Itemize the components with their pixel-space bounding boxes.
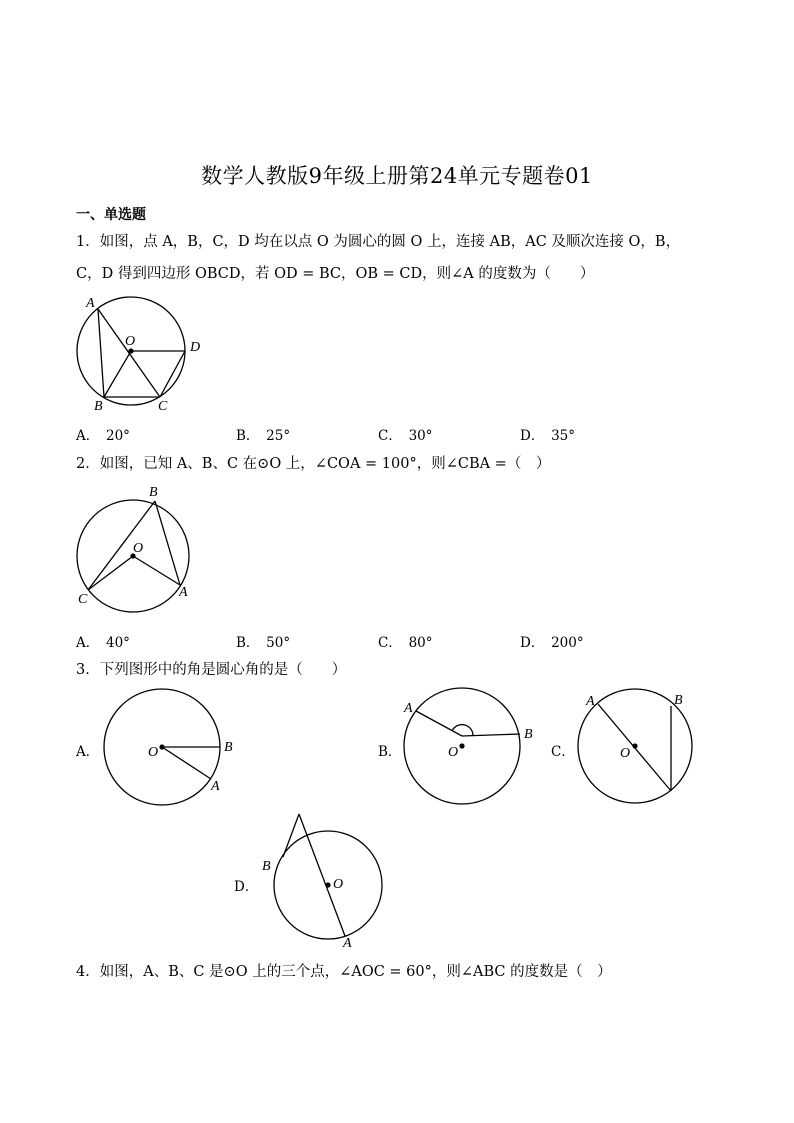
q3c-label-A: A (586, 694, 595, 709)
q3a-label-O: O (148, 745, 159, 760)
q1-option-c[interactable]: C． 30° (378, 428, 433, 444)
q1-option-b[interactable]: B． 25° (236, 428, 291, 444)
q3-option-b[interactable]: B． (378, 744, 402, 760)
page-title: 数学人教版9年级上册第24单元专题卷01 (201, 164, 593, 188)
q4-stem: 4．如图，A、B、C 是⊙O 上的三个点，∠AOC = 60°，则∠ABC 的度数是（ ） (76, 964, 612, 980)
q3-option-c[interactable]: C． (551, 744, 575, 760)
q2-stem: 2．如图，已知 A、B、C 在⊙O 上，∠COA = 100°，则∠CBA =（ ） (76, 456, 551, 472)
q3c-label-O: O (620, 746, 631, 761)
q2-option-a[interactable]: A． 40° (76, 635, 130, 651)
q3b-label-B: B (524, 727, 533, 742)
q3a-label-A: A (211, 779, 220, 794)
q3d-label-B: B (262, 859, 271, 874)
q3d-label-O: O (333, 877, 344, 892)
q1-stem-line2: C，D 得到四边形 OBCD，若 OD = BC，OB = CD，则∠A 的度数为（ ） (76, 266, 595, 282)
q2-label-B: B (149, 485, 158, 500)
q2-label-O: O (133, 541, 144, 556)
q3c-label-B: B (674, 693, 683, 708)
q2-option-d[interactable]: D． 200° (520, 635, 584, 651)
q3a-label-B: B (224, 740, 233, 755)
q2-option-b[interactable]: B． 50° (236, 635, 291, 651)
q1-label-D: D (190, 340, 201, 355)
section-heading: 一、单选题 (76, 207, 146, 223)
q2-label-A: A (179, 585, 188, 600)
q3-option-d[interactable]: D． (234, 879, 259, 895)
q1-label-A: A (86, 296, 95, 311)
q3b-label-O: O (448, 745, 459, 760)
q1-label-O: O (125, 334, 136, 349)
q2-option-c[interactable]: C． 80° (378, 635, 433, 651)
q3b-label-A: A (404, 701, 413, 716)
q1-option-d[interactable]: D． 35° (520, 428, 576, 444)
q1-label-C: C (158, 399, 168, 414)
q3-option-a[interactable]: A． (76, 744, 100, 760)
q2-label-C: C (78, 592, 88, 607)
q3-stem: 3．下列图形中的角是圆心角的是（ ） (76, 662, 347, 678)
q1-stem-line1: 1．如图，点 A，B，C，D 均在以点 O 为圆心的圆 O 上，连接 AB，AC 及顺次连接 O，B， (76, 234, 681, 250)
q1-label-B: B (94, 399, 103, 414)
q1-option-a[interactable]: A． 20° (76, 428, 130, 444)
q3d-label-A: A (343, 936, 352, 951)
